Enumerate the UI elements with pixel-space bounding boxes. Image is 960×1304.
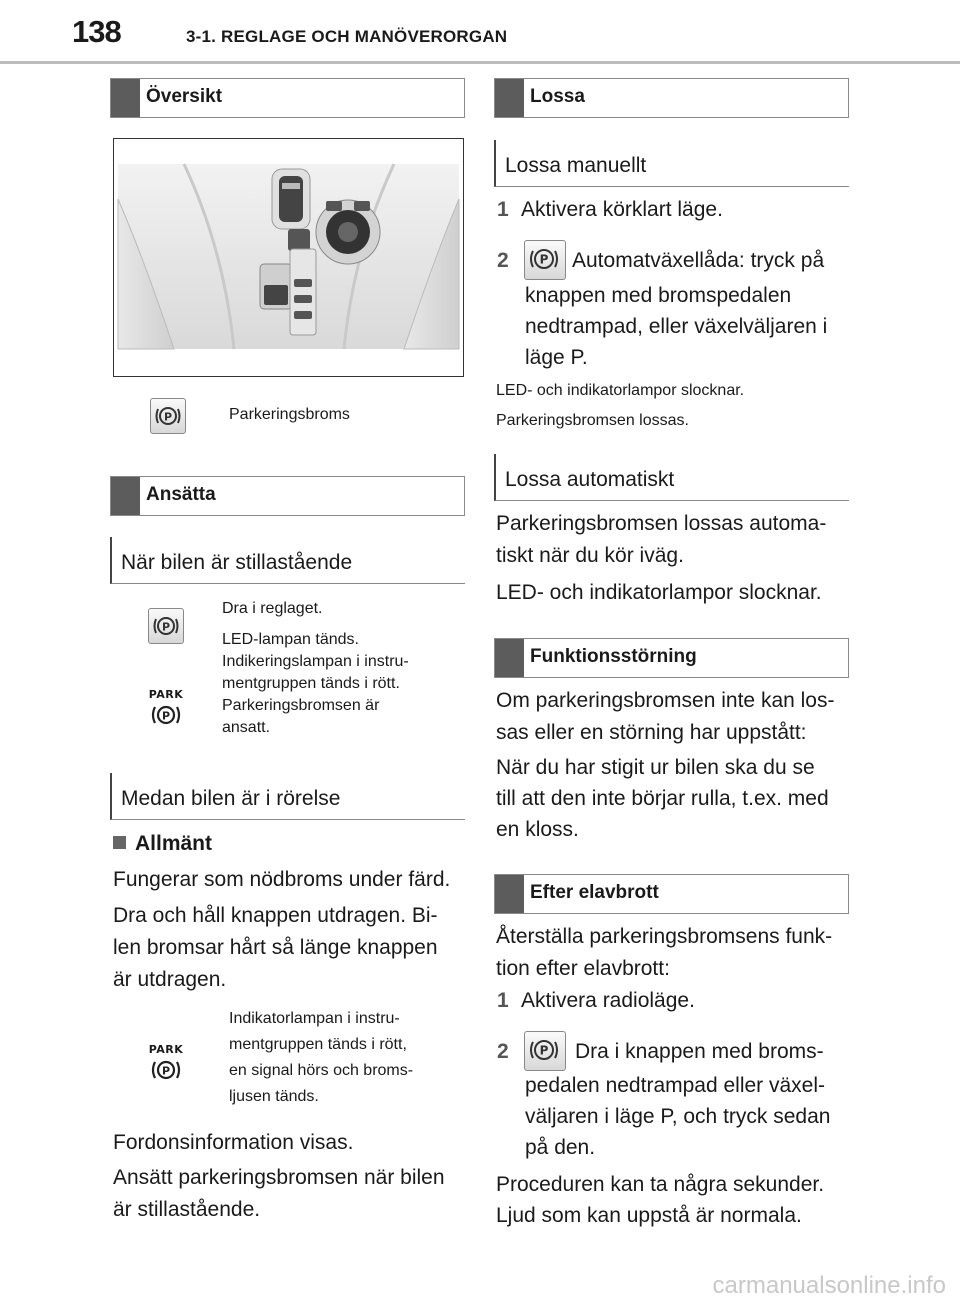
subheading-label: Lossa manuellt [505, 154, 647, 177]
ansatt-text-line-1: Ansätt parkeringsbromsen när bilen [113, 1166, 445, 1189]
manuellt-step-2: 2 [497, 249, 509, 272]
allmant-para-1: Fungerar som nödbroms under färd. [113, 868, 451, 891]
section-heading-label: Funktionsstörning [530, 646, 697, 667]
funktion-para-2-line-1: När du har stigit ur bilen ska du se [496, 756, 815, 779]
section-heading-ansatta [110, 476, 465, 516]
section-heading-efter-elavbrott [494, 874, 849, 914]
subheading-lossa-automatiskt [494, 454, 849, 501]
funktion-para-2-line-3: en kloss. [496, 818, 579, 841]
section-heading-label: Översikt [146, 86, 223, 107]
watermark: carmanualsonline.info [712, 1272, 946, 1299]
parking-brake-button-icon [524, 240, 566, 280]
park-indicator-icon: PARK P [148, 1043, 184, 1078]
svg-text:P: P [539, 252, 549, 267]
automatiskt-para-1-line-1: Parkeringsbromsen lossas automa- [496, 512, 827, 535]
parking-brake-console-image [114, 139, 463, 376]
console-illustration [113, 138, 464, 377]
park-indicator-icon: PARK P [148, 688, 184, 723]
section-heading-lossa [494, 78, 849, 118]
manuellt-note-2: Parkeringsbromsen lossas. [496, 412, 689, 429]
manuellt-step-2-line-3: nedtrampad, eller växelväljaren i [525, 315, 828, 338]
indikator-text-1: Indikatorlampan i instru- [229, 1010, 400, 1027]
efter-para-2-line-1: Proceduren kan ta några sekunder. [496, 1173, 825, 1196]
manuellt-step-2-line-2: knappen med bromspedalen [525, 284, 792, 307]
header-rule [0, 61, 960, 64]
svg-text:P: P [161, 620, 171, 634]
stillastaende-text-1: Dra i reglaget. [222, 600, 323, 617]
efter-step-2-line-1: Dra i knappen med broms- [575, 1040, 824, 1063]
svg-text:P: P [161, 709, 171, 723]
allmant-para-2-line-2: len bromsar hårt så länge knappen [113, 936, 438, 959]
subheading-label: När bilen är stillastående [121, 551, 353, 574]
automatiskt-para-2: LED- och indikatorlampor slocknar. [496, 581, 822, 604]
stillastaende-text-3: Indikeringslampan i instru- [222, 653, 409, 670]
parking-brake-icon [148, 608, 184, 644]
manuellt-note-1: LED- och indikatorlampor slocknar. [496, 382, 745, 399]
allmant-heading: Allmänt [113, 828, 212, 860]
indikator-text-4: ljusen tänds. [229, 1088, 319, 1105]
manuellt-step-2-line-4: läge P. [525, 346, 588, 369]
page-number: 138 [72, 14, 121, 49]
efter-step-2-line-4: på den. [525, 1136, 596, 1159]
efter-step-2: 2 [497, 1040, 509, 1063]
subheading-label: Lossa automatiskt [505, 468, 675, 491]
subheading-lossa-manuellt [494, 140, 849, 187]
indikator-text-3: en signal hörs och broms- [229, 1062, 414, 1079]
efter-para-1-line-2: tion efter elavbrott: [496, 957, 670, 980]
subheading-rorelse [110, 773, 465, 820]
efter-step-1: 1 Aktivera radioläge. [497, 989, 695, 1012]
svg-text:P: P [539, 1043, 549, 1058]
stillastaende-text-6: ansatt. [222, 719, 271, 736]
allmant-para-2-line-3: är utdragen. [113, 968, 227, 991]
figure-label: Parkeringsbroms [229, 406, 350, 423]
stillastaende-text-2: LED-lampan tänds. [222, 631, 359, 648]
parking-brake-button-icon [524, 1031, 566, 1071]
section-heading-label: Lossa [530, 86, 585, 107]
funktion-para-1-line-1: Om parkeringsbromsen inte kan los- [496, 689, 835, 712]
parking-brake-icon [150, 398, 186, 434]
automatiskt-para-1-line-2: tiskt när du kör iväg. [496, 544, 684, 567]
square-bullet-icon [113, 836, 126, 849]
svg-text:P: P [163, 410, 173, 424]
subheading-stillastaende [110, 537, 465, 584]
funktion-para-1-line-2: sas eller en störning har uppstått: [496, 721, 807, 744]
allmant-para-2-line-1: Dra och håll knappen utdragen. Bi- [113, 904, 438, 927]
funktion-para-2-line-2: till att den inte börjar rulla, t.ex. med [496, 787, 829, 810]
stillastaende-text-5: Parkeringsbromsen är [222, 697, 380, 714]
section-heading-oversikt [110, 78, 465, 118]
svg-text:P: P [161, 1064, 171, 1078]
ansatt-text-line-2: är stillastående. [113, 1198, 261, 1221]
manuellt-step-2-line-1: Automatväxellåda: tryck på [572, 249, 825, 272]
section-heading-funktionsstorning [494, 638, 849, 678]
manuellt-step-1: 1 Aktivera körklart läge. [497, 198, 723, 221]
efter-para-2-line-2: Ljud som kan uppstå är normala. [496, 1204, 802, 1227]
efter-para-1-line-1: Återställa parkeringsbromsens funk- [496, 925, 833, 948]
section-heading-label: Ansätta [146, 484, 216, 505]
chapter-title: 3-1. REGLAGE OCH MANÖVERORGAN [186, 27, 508, 46]
indikator-text-2: mentgruppen tänds i rött, [229, 1036, 407, 1053]
efter-step-2-line-2: pedalen nedtrampad eller växel- [525, 1074, 826, 1097]
efter-step-2-line-3: väljaren i läge P, och tryck sedan [525, 1105, 831, 1128]
fordonsinfo-text: Fordonsinformation visas. [113, 1131, 354, 1154]
subheading-label: Medan bilen är i rörelse [121, 787, 341, 810]
section-heading-label: Efter elavbrott [530, 882, 659, 903]
stillastaende-text-4: mentgruppen tänds i rött. [222, 675, 400, 692]
